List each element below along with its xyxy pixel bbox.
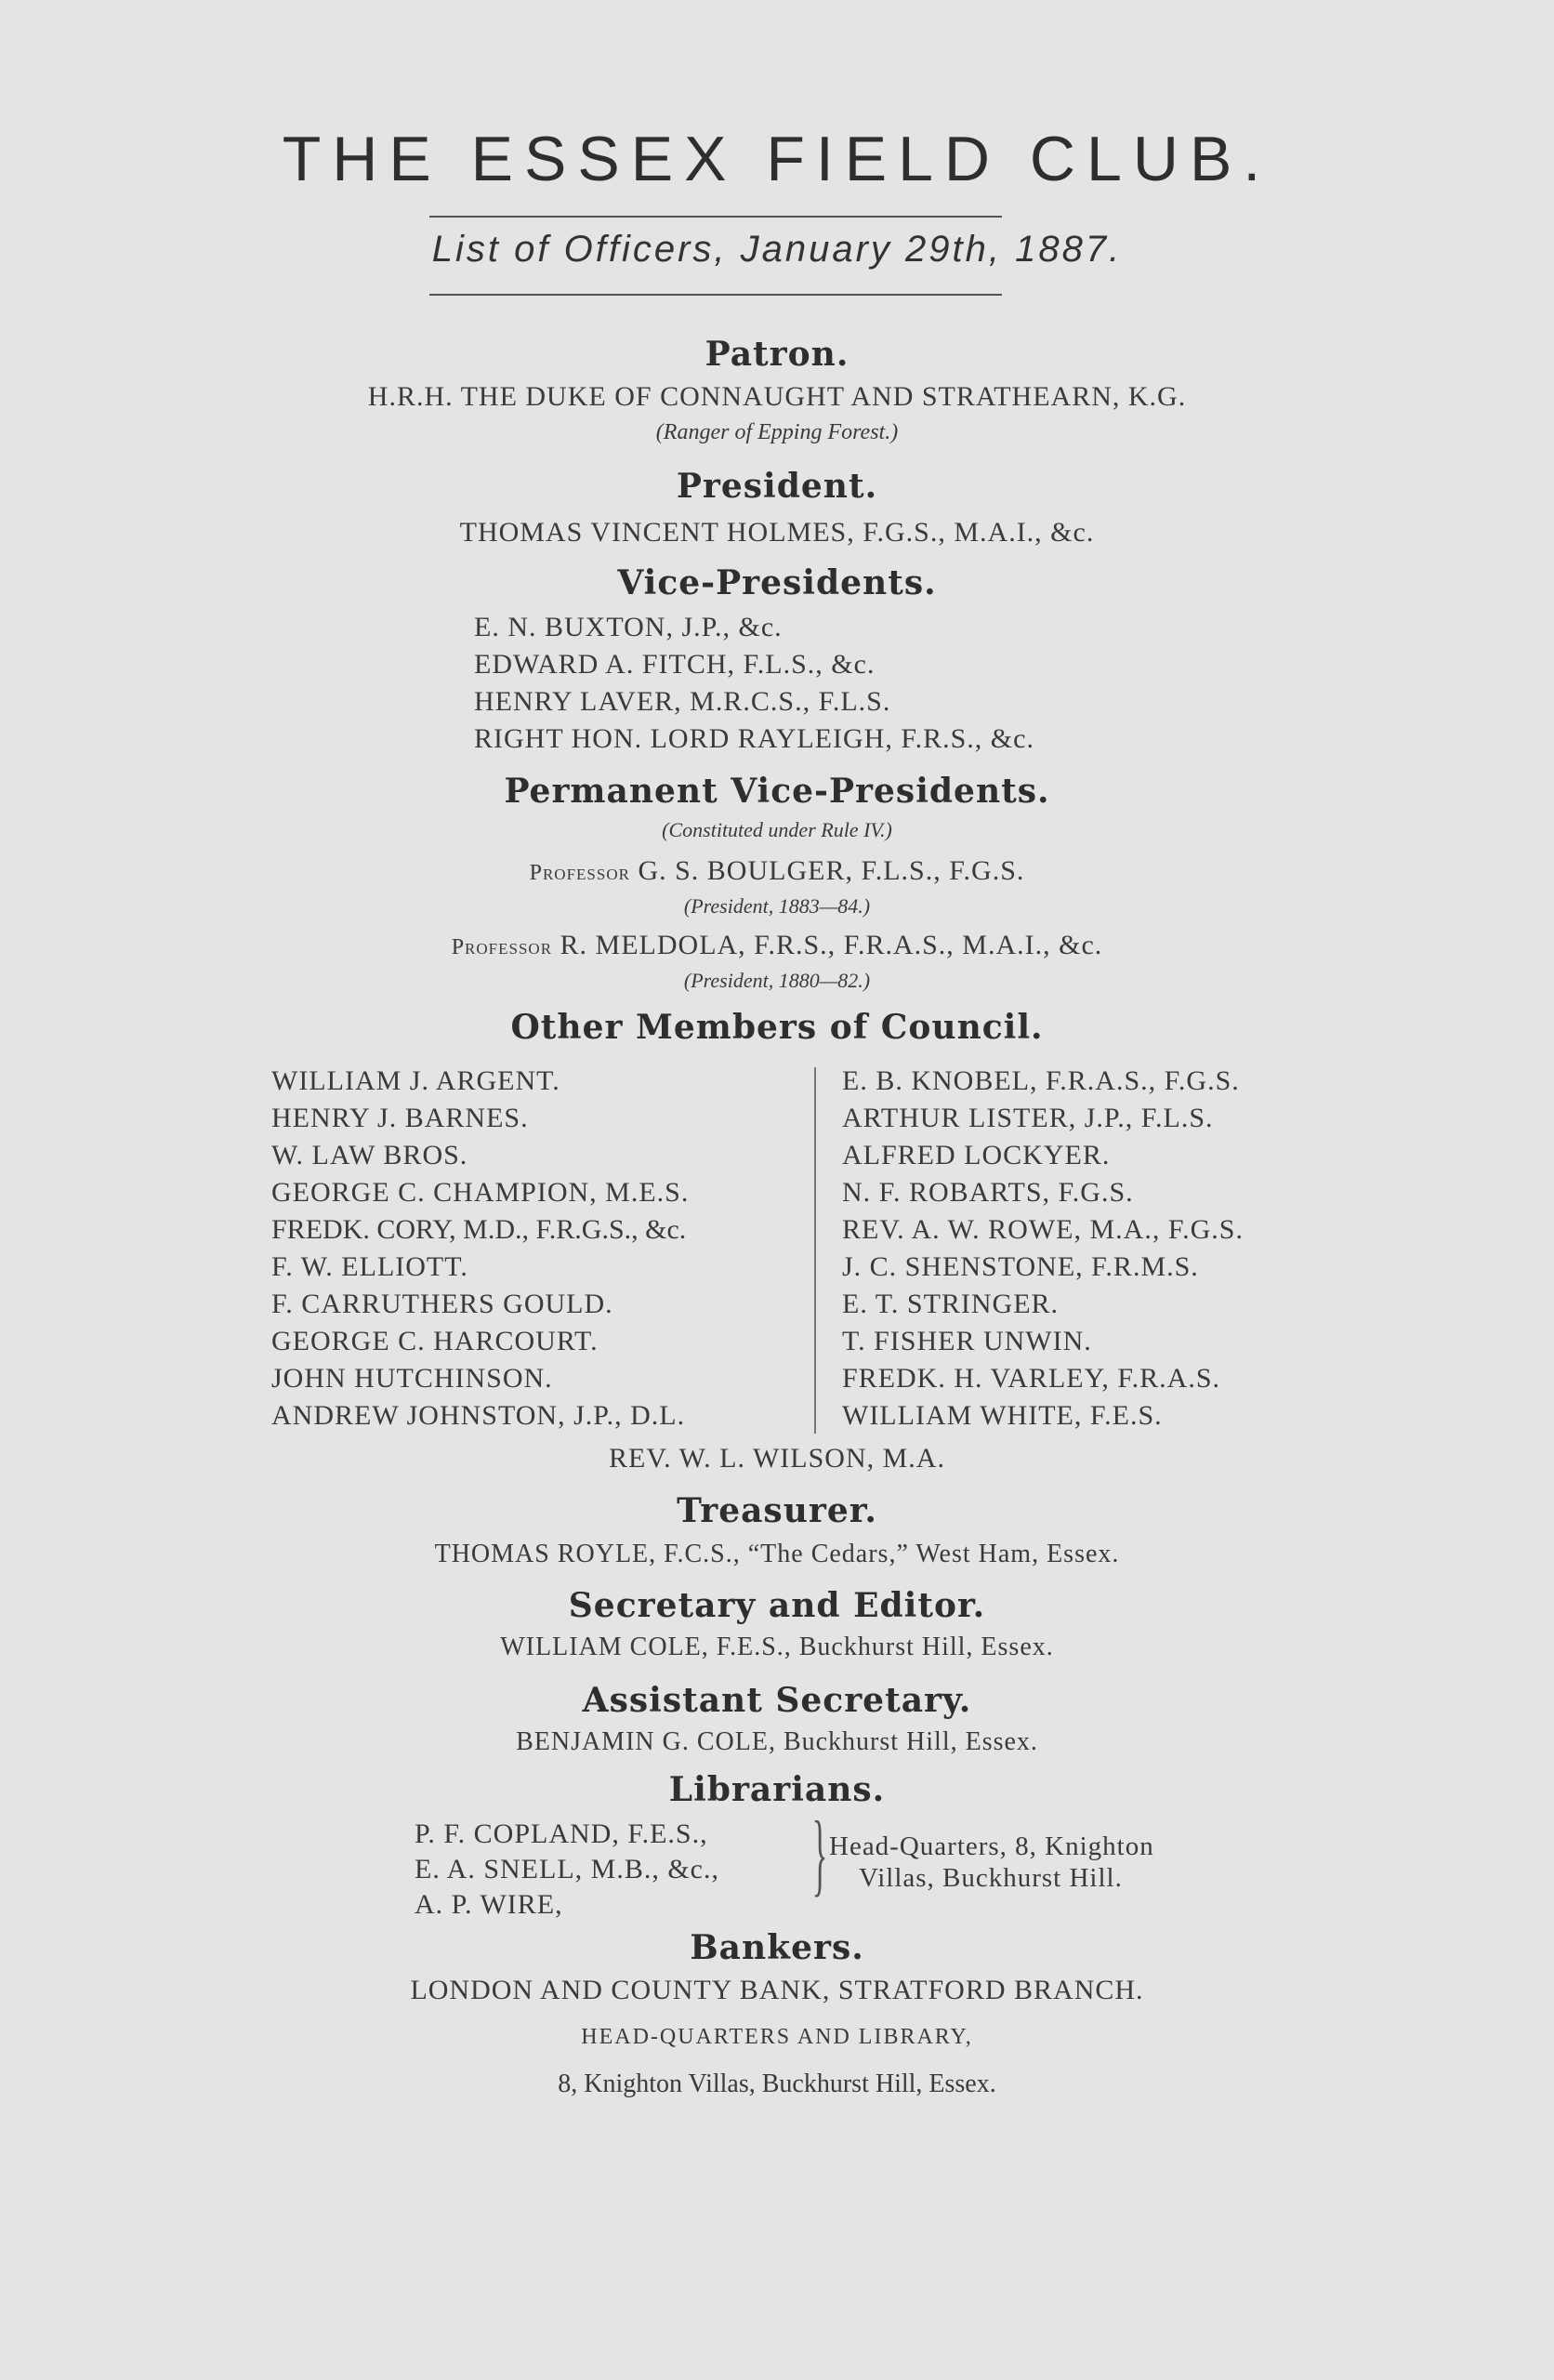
council-member-right: ARTHUR LISTER, J.P., F.L.S.: [842, 1103, 1214, 1133]
council-member-right: REV. A. W. ROWE, M.A., F.G.S.: [842, 1214, 1244, 1245]
column-divider: [814, 1067, 816, 1434]
council-member-left: F. CARRUTHERS GOULD.: [271, 1289, 613, 1319]
council-member-left: ANDREW JOHNSTON, J.P., D.L.: [271, 1400, 686, 1431]
council-member-right: FREDK. H. VARLEY, F.R.A.S.: [842, 1363, 1221, 1394]
assistant-secretary-heading: Assistant Secretary.: [582, 1681, 972, 1720]
librarians-address: Villas, Buckhurst Hill.: [859, 1863, 1123, 1893]
librarians-address: Head-Quarters, 8, Knighton: [829, 1831, 1154, 1861]
secretary-name: WILLIAM COLE, F.E.S., Buckhurst Hill, Essex.: [500, 1633, 1054, 1661]
council-member-left: WILLIAM J. ARGENT.: [271, 1065, 560, 1096]
council-member-left: GEORGE C. CHAMPION, M.E.S.: [271, 1177, 690, 1208]
page-title: THE ESSEX FIELD CLUB.: [282, 124, 1272, 194]
footer-line-1: HEAD-QUARTERS AND LIBRARY,: [581, 2025, 973, 2049]
council-member-right: J. C. SHENSTONE, F.R.M.S.: [842, 1251, 1199, 1282]
treasurer-heading: Treasurer.: [677, 1491, 877, 1530]
president-heading: President.: [676, 467, 878, 506]
footer-line-2: 8, Knighton Villas, Buckhurst Hill, Essex.: [558, 2069, 996, 2098]
council-member-right: N. F. ROBARTS, F.G.S.: [842, 1177, 1134, 1208]
librarian-name: A. P. WIRE,: [415, 1889, 563, 1920]
council-member-right: T. FISHER UNWIN.: [842, 1326, 1092, 1356]
president-name: THOMAS VINCENT HOLMES, F.G.S., M.A.I., &c.: [459, 517, 1095, 548]
member-name: G. S. BOULGER, F.L.S., F.G.S.: [638, 855, 1025, 886]
council-member-right: ALFRED LOCKYER.: [842, 1140, 1111, 1170]
council-member-left: HENRY J. BARNES.: [271, 1103, 529, 1133]
permanent-vice-president: [0, 930, 1554, 961]
librarian-name: E. A. SNELL, M.B., &c.,: [415, 1854, 719, 1884]
patron-note: (Ranger of Epping Forest.): [655, 420, 899, 444]
council-member-right: WILLIAM WHITE, F.E.S.: [842, 1400, 1163, 1431]
vice-president-name: E. N. BUXTON, J.P., &c.: [474, 612, 783, 642]
vice-president-name: EDWARD A. FITCH, F.L.S., &c.: [474, 649, 876, 680]
council-member-left: JOHN HUTCHINSON.: [271, 1363, 553, 1394]
permanent-vice-presidents-note: (Constituted under Rule IV.): [662, 818, 892, 841]
council-member-left: FREDK. CORY, M.D., F.R.G.S., &c.: [271, 1214, 687, 1245]
librarian-name: P. F. COPLAND, F.E.S.,: [415, 1818, 708, 1849]
council-member-left: W. LAW BROS.: [271, 1140, 468, 1170]
member-note: (President, 1880—82.): [683, 969, 871, 992]
title-prefix: Professor: [529, 861, 630, 885]
permanent-vice-president: [0, 855, 1554, 887]
vice-president-name: RIGHT HON. LORD RAYLEIGH, F.R.S., &c.: [474, 723, 1034, 754]
council-member-right: E. B. KNOBEL, F.R.A.S., F.G.S.: [842, 1065, 1240, 1096]
title-rule: [429, 216, 1002, 218]
council-member-left: GEORGE C. HARCOURT.: [271, 1326, 599, 1356]
council-member-left: F. W. ELLIOTT.: [271, 1251, 468, 1282]
librarians-heading: Librarians.: [668, 1770, 886, 1809]
secretary-heading: Secretary and Editor.: [568, 1586, 986, 1625]
bankers-heading: Bankers.: [690, 1928, 864, 1967]
council-member-last: REV. W. L. WILSON, M.A.: [609, 1443, 945, 1474]
title-prefix: Professor: [451, 935, 553, 959]
treasurer-name: THOMAS ROYLE, F.C.S., “The Cedars,” West Ham, Essex.: [434, 1540, 1120, 1568]
brace-icon: }: [811, 1802, 828, 1905]
assistant-secretary-name: BENJAMIN G. COLE, Buckhurst Hill, Essex.: [516, 1727, 1038, 1756]
page-subtitle: List of Officers, January 29th, 1887.: [431, 229, 1123, 270]
member-name: R. MELDOLA, F.R.S., F.R.A.S., M.A.I., &c.: [560, 930, 1103, 960]
vice-president-name: HENRY LAVER, M.R.C.S., F.L.S.: [474, 686, 891, 717]
patron-heading: Patron.: [705, 335, 849, 374]
permanent-vice-presidents-heading: Permanent Vice-Presidents.: [504, 772, 1050, 811]
member-note: (President, 1883—84.): [683, 894, 871, 918]
council-heading: Other Members of Council.: [510, 1008, 1044, 1047]
bankers-name: LONDON AND COUNTY BANK, STRATFORD BRANCH.: [410, 1975, 1144, 2005]
council-member-right: E. T. STRINGER.: [842, 1289, 1060, 1319]
vice-presidents-heading: Vice-Presidents.: [617, 563, 937, 602]
patron-name: H.R.H. THE DUKE OF CONNAUGHT AND STRATHEARN, K.G.: [367, 381, 1187, 412]
subtitle-rule: [429, 294, 1002, 296]
